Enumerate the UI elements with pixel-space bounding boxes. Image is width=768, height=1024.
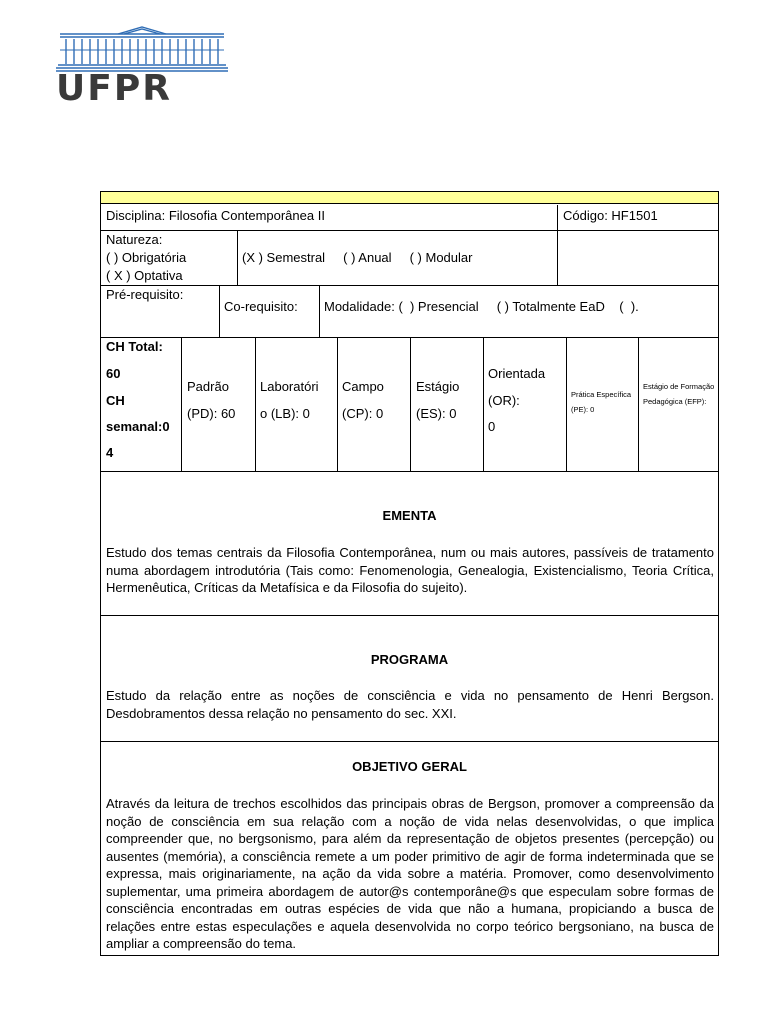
natureza-label: Natureza: bbox=[106, 232, 163, 247]
ementa-text: Estudo dos temas centrais da Filosofia Contemporânea, num ou mais autores, passíveis de tratamento numa abordagem introdutória (Tais como: Fenomenologia, Genealogia, Existencialismo, Teoria Crítica, Hermenêutica, Críticas da Metafísica e da Filosofia do sujeito). bbox=[106, 545, 714, 595]
modalidade-options: Modalidade: ( ) Presencial ( ) Totalmente EaD ( ). bbox=[324, 299, 639, 314]
logo-text: UFPR bbox=[56, 68, 172, 109]
ch-total-line-2: 60 bbox=[106, 366, 121, 381]
codigo-cell bbox=[558, 205, 718, 231]
orientada-line-3: 0 bbox=[488, 419, 496, 434]
ementa-section bbox=[101, 472, 718, 616]
pratica-cell bbox=[567, 338, 639, 472]
co-requisito-label: Co-requisito: bbox=[224, 299, 298, 314]
header-band bbox=[101, 192, 718, 204]
ufpr-logo bbox=[56, 26, 228, 109]
objetivo-section bbox=[101, 742, 718, 955]
campo-line-1: Campo bbox=[342, 379, 384, 394]
estagio-cell bbox=[411, 338, 484, 472]
co-requisito-cell bbox=[220, 286, 320, 338]
laboratorio-line-1: Laboratóri bbox=[260, 379, 319, 394]
modalidade-cell bbox=[320, 286, 718, 338]
programa-text: Estudo da relação entre as noções de consciência e vida no pensamento de Henri Bergson. Desdobramentos dessa relação no pensamento do sec. XXI. bbox=[106, 688, 714, 721]
campo-cell bbox=[338, 338, 411, 472]
orientada-line-1: Orientada bbox=[488, 366, 546, 381]
ementa-title: EMENTA bbox=[382, 508, 437, 523]
padrao-line-1: Padrão bbox=[187, 379, 229, 394]
estagio-line-1: Estágio bbox=[416, 379, 460, 394]
periodicidade-options: (X ) Semestral ( ) Anual ( ) Modular bbox=[242, 250, 473, 265]
pratica-label: Prática Específica (PE): 0 bbox=[571, 390, 632, 414]
ch-total-line-4: semanal:0 bbox=[106, 419, 170, 434]
laboratorio-line-2: o (LB): 0 bbox=[260, 406, 310, 421]
disciplina-cell bbox=[101, 205, 558, 231]
natureza-empty-cell bbox=[558, 231, 718, 286]
natureza-cell bbox=[101, 231, 238, 286]
pre-requisito-cell bbox=[101, 286, 220, 338]
objetivo-title: OBJETIVO GERAL bbox=[352, 759, 467, 774]
padrao-cell bbox=[182, 338, 256, 472]
programa-section bbox=[101, 616, 718, 742]
ch-total-line-5: 4 bbox=[106, 445, 114, 460]
efp-cell bbox=[639, 338, 718, 472]
laboratorio-cell bbox=[256, 338, 338, 472]
course-form bbox=[100, 191, 719, 956]
orientada-line-2: (OR): bbox=[488, 393, 520, 408]
padrao-line-2: (PD): 60 bbox=[187, 406, 236, 421]
campo-line-2: (CP): 0 bbox=[342, 406, 384, 421]
obrigatoria-option: ( ) Obrigatória bbox=[106, 250, 187, 265]
ch-total-cell bbox=[101, 338, 182, 472]
programa-title: PROGRAMA bbox=[370, 652, 449, 667]
ch-total-line-1: CH Total: bbox=[106, 339, 163, 354]
pre-requisito-label: Pré-requisito: bbox=[106, 287, 184, 302]
estagio-line-2: (ES): 0 bbox=[416, 406, 457, 421]
efp-label: Estágio de Formação Pedagógica (EFP): bbox=[643, 382, 715, 406]
ch-total-line-3: CH bbox=[106, 393, 125, 408]
disciplina-label: Disciplina: Filosofia Contemporânea II bbox=[106, 208, 325, 223]
codigo-label: Código: HF1501 bbox=[563, 208, 658, 223]
periodicidade-cell bbox=[238, 231, 558, 286]
orientada-cell bbox=[484, 338, 567, 472]
building-icon bbox=[56, 26, 228, 72]
objetivo-text: Através da leitura de trechos escolhidos das principais obras de Bergson, promover a compreensão da noção de consciência em sua relação com a noção de vida nelas desenvolvidas, o que implica compreender que, no bergsonismo, para além da representação de objetos presentes (percepção) ou ausentes (memória), a consciência remete a um poder primitivo de agir de forma indeterminada que se expressa, mais originariamente, na ação da vida sobre a matéria. Promover, como desenvolvimento suplementar, uma primeira abordagem de autor@s contemporâne@s que especulam sobre formas de consciência encontradas em outras espécies de vida que não a humana, propiciando a busca de relações entre estas especulações e aquela desenvolvida no corpo teórico bergsoniano, na busca de ampliar a compreensão do tema. bbox=[106, 796, 714, 951]
optativa-option: ( X ) Optativa bbox=[106, 268, 183, 283]
